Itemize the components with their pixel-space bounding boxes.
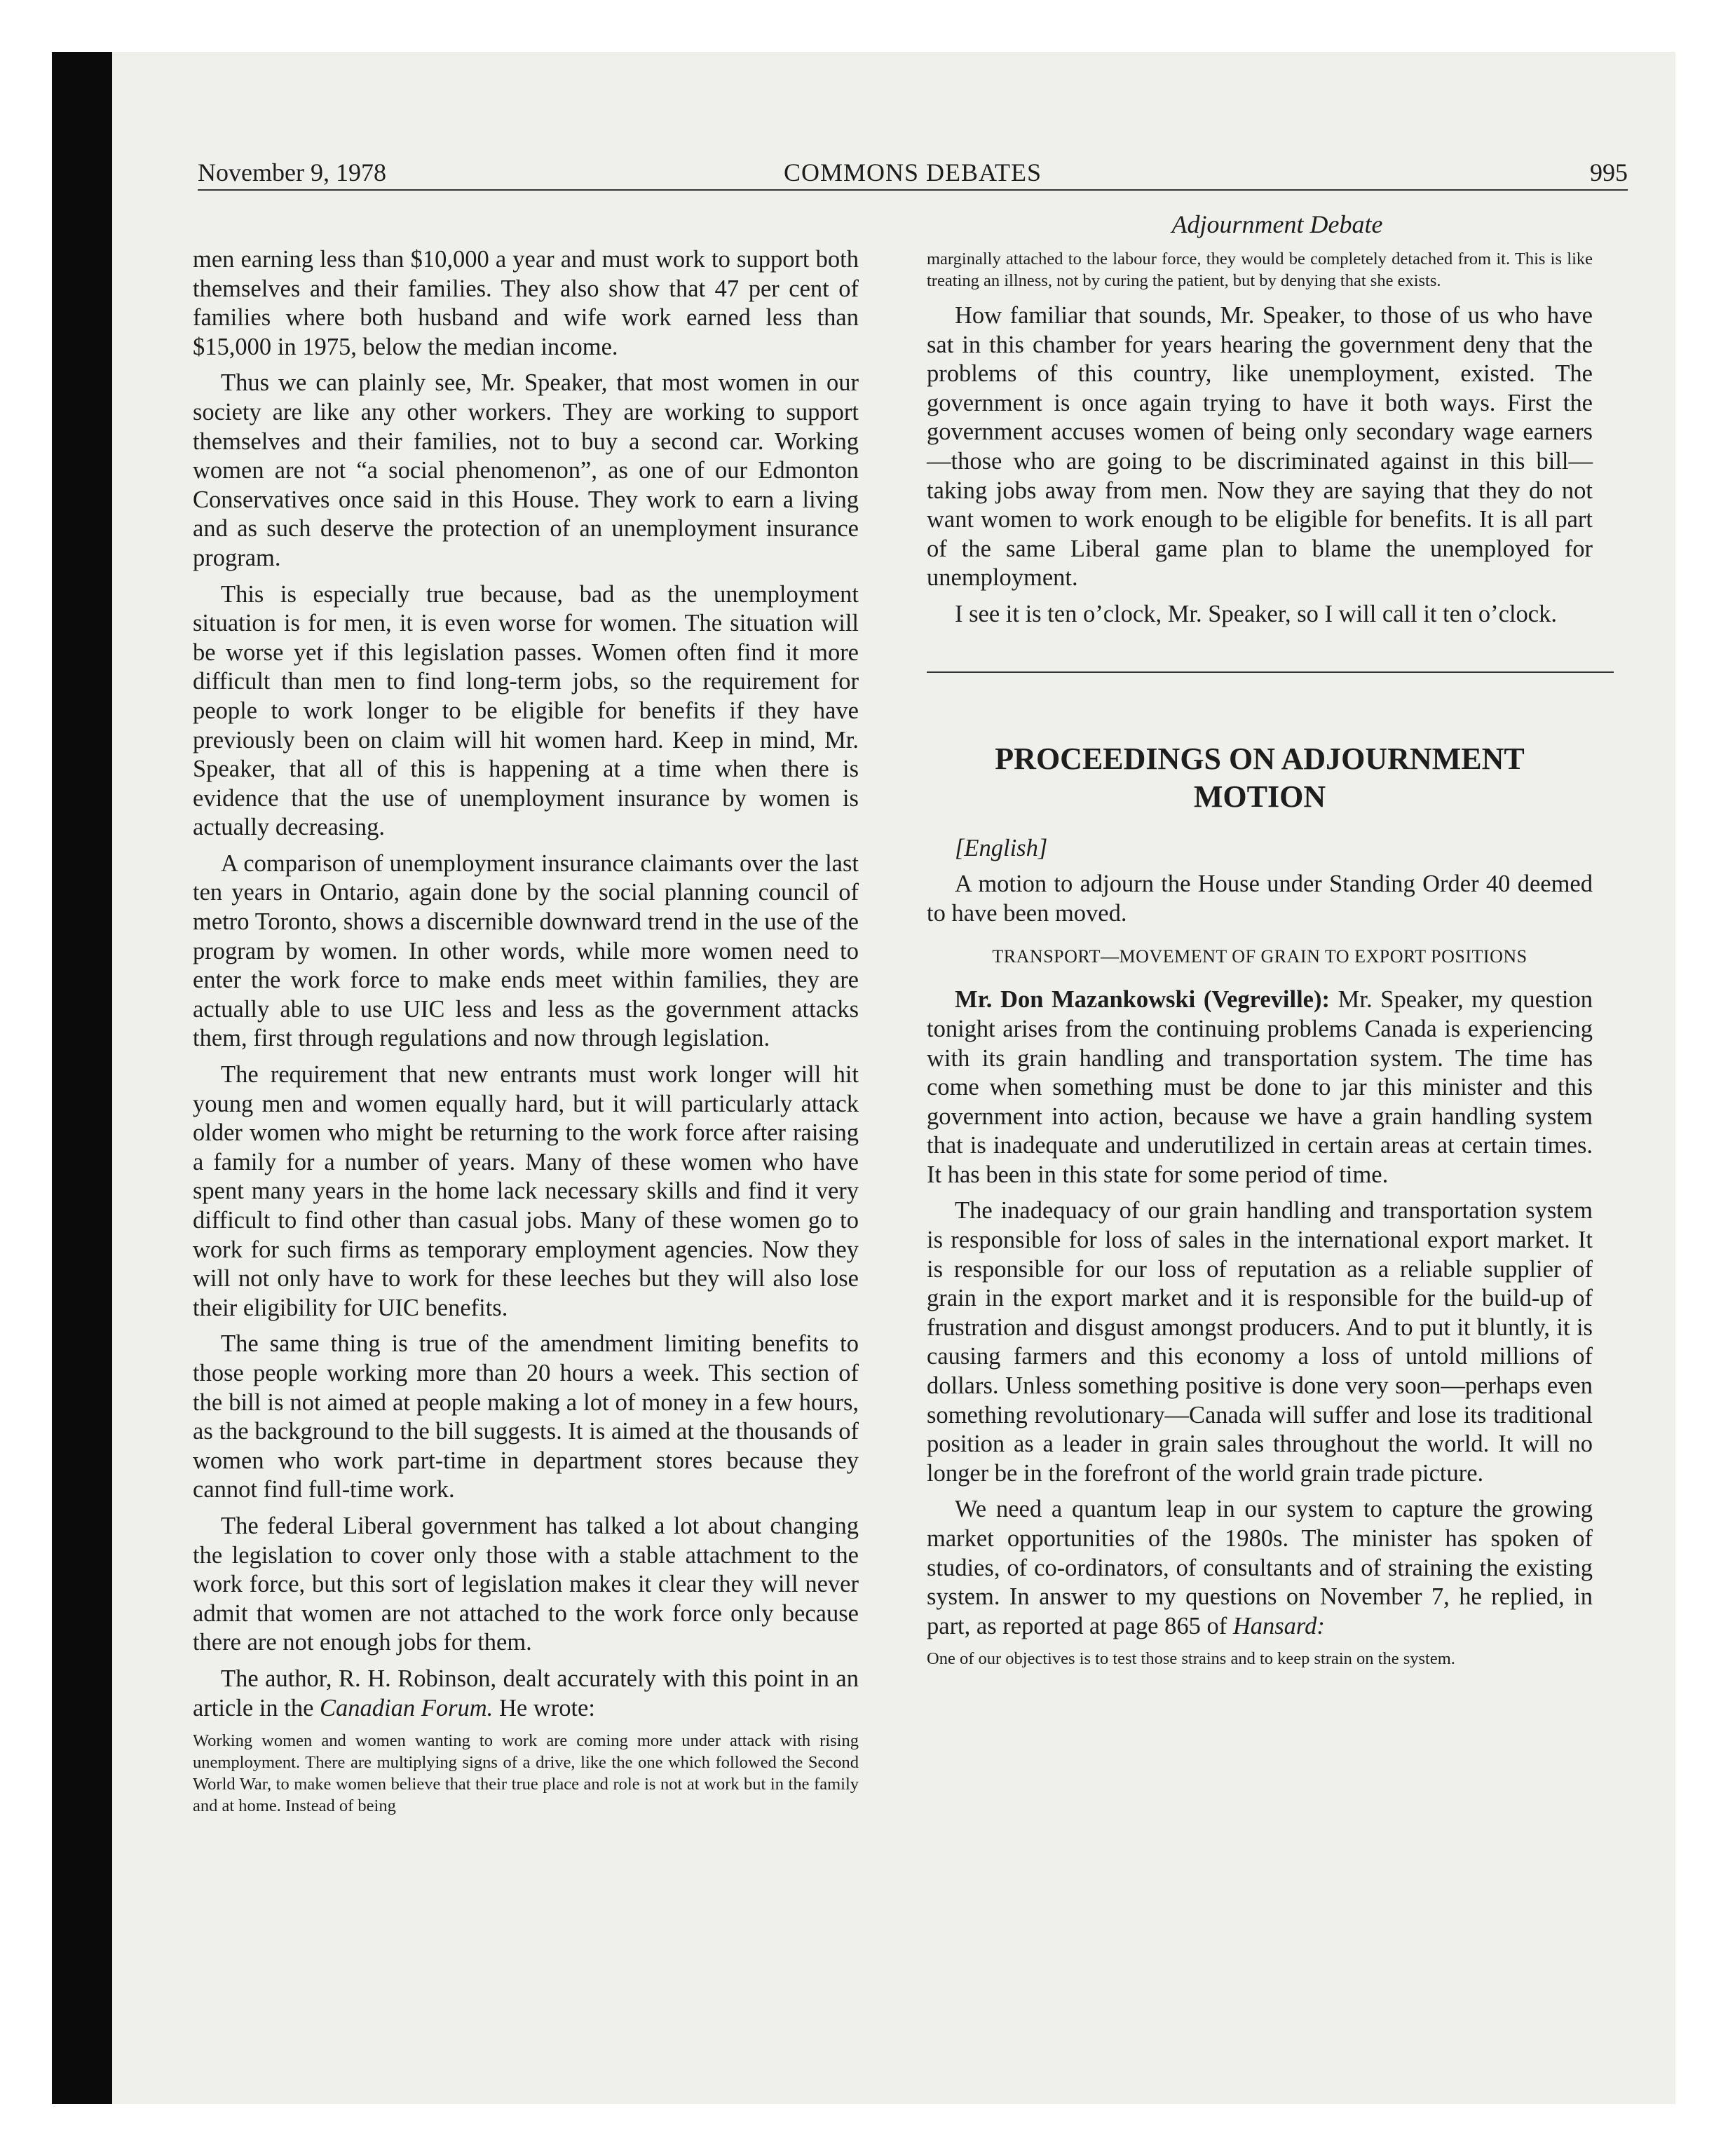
paragraph: The same thing is true of the amendment limiting benefits to those people working more than 20 hours a week. This section of the bill is not aimed at people making a lot of money in a few hours, as the background to the bill suggests. It is aimed at the thousands of women who work part-time in department stores because they cannot find full-time work. <box>193 1330 859 1503</box>
paragraph: I see it is ten o’clock, Mr. Speaker, so I will call it ten o’clock. <box>955 600 1557 627</box>
publication-title: Canadian Forum. <box>320 1694 494 1721</box>
paragraph: men earning less than $10,000 a year and must work to support both themselves and their families. They also show that 47 per cent of families where both husband and wife work earned less than $15,000 in 1975, below the median income. <box>193 246 859 360</box>
header-publication: COMMONS DEBATES <box>783 158 1042 186</box>
paragraph: The federal Liberal government has talked a lot about changing the legislation to cover only those with a stable attachment to the work force, but this sort of legislation makes it clear they will never admit that women are not attached to the work force only because there are not enough jobs for them. <box>193 1512 859 1656</box>
header-rule <box>198 189 1628 191</box>
block-quote: Working women and women wanting to work are coming more under attack with rising unemployment. There are multiplying signs of a drive, like the one which followed the Second World War, to make women believe that their true place and role is not at work but in the family and at home. Instead of being <box>193 1731 859 1816</box>
section-heading: Adjournment Debate <box>1171 210 1383 238</box>
left-column <box>193 245 859 1827</box>
paragraph-citation <box>193 1665 859 1723</box>
text-run: The author, R. H. Robinson, dealt accurately with this point in an article in the <box>193 1665 859 1721</box>
running-header <box>198 156 1628 189</box>
paragraph: The inadequacy of our grain handling and transportation system is responsible for loss of sales in the international export market. It is responsible for our loss of reputation as a reliable supplier of grain in the export market and it is responsible for the build-up of frustration and disgust amongst producers. And to put it bluntly, it is causing farmers and this economy a loss of untold millions of dollars. Unless something positive is done very soon—perhaps even something revolutionary—Canada will suffer and lose its traditional position as a leader in grain sales throughout the world. It will no longer be in the forefront of the world grain trade picture. <box>927 1197 1593 1487</box>
paragraph-citation <box>927 1495 1593 1641</box>
paragraph: How familiar that sounds, Mr. Speaker, to those of us who have sat in this chamber for years hearing the government deny that the problems of this country, like unemployment, existed. The government is once again trying to have it both ways. First the government accuses women of being only secondary wage earners—those who are going to be discriminated against in this bill—taking jobs away from men. Now they are saying that they do not want women to work enough to be eligible for benefits. It is all part of the same Liberal game plan to blame the unemployed for unemployment. <box>927 302 1593 592</box>
header-date: November 9, 1978 <box>198 158 386 186</box>
paragraph: The requirement that new entrants must work longer will hit young men and women equally hard, but it will particularly attack older women who might be returning to the work force after raising a family for a number of years. Many of these women who have spent many years in the home lack necessary skills and find it very difficult to find other than casual jobs. Many of these women go to work for such firms as temporary employment agencies. Now they will not only have to work for these leeches but they will also lose their eligibility for UIC benefits. <box>193 1061 859 1321</box>
block-quote: One of our objectives is to test those strains and to keep strain on the system. <box>927 1649 1455 1669</box>
debate-subheading: TRANSPORT—MOVEMENT OF GRAIN TO EXPORT POSITIONS <box>992 946 1528 967</box>
text-run: Mr. Speaker, my question tonight arises from the continuing problems Canada is experiencing with its grain handling and transportation system. The time has come when something must be done to jar this minister and this government into action, because we have a grain handling system that is inadequate and underutilized in certain areas at certain times. It has been in this state for some period of time. <box>927 986 1593 1188</box>
speech-paragraph <box>927 985 1593 1189</box>
language-tag: [English] <box>955 834 1048 861</box>
scan-shadow-edge <box>52 52 112 2104</box>
proceedings-title: PROCEEDINGS ON ADJOURNMENT MOTION <box>995 741 1525 814</box>
publication-title: Hansard: <box>1232 1612 1325 1639</box>
speaker-name: Mr. Don Mazankowski (Vegreville): <box>955 986 1330 1014</box>
section-divider <box>927 671 1614 673</box>
paragraph: A comparison of unemployment insurance claimants over the last ten years in Ontario, again done by the social planning council of metro Toronto, shows a discernible downward trend in the use of the program by women. In other words, while more women need to enter the work force to make ends meet within families, they are actually able to use UIC less and less as the government attacks them, first through regulations and now through legislation. <box>193 850 859 1052</box>
text-run: We need a quantum leap in our system to capture the growing market opportunities of the 1980s. The minister has spoken of studies, of co-ordinators, of consultants and of straining the existing system. In answer to my questions on November 7, he replied, in part, as reported at page 865 of <box>927 1496 1593 1639</box>
paragraph: This is especially true because, bad as the unemployment situation is for men, it is even worse for women. The situation will be worse yet if this legislation passes. Women often find it more difficult than men to find long-term jobs, so the requirement for people to work longer to be eligible for benefits if they have previously been on claim will hit women hard. Keep in mind, Mr. Speaker, that all of this is happening at a time when there is evidence that the use of unemployment insurance by women is actually decreasing. <box>193 580 859 841</box>
block-quote-continued: marginally attached to the labour force, they would be completely detached from it. This is like treating an illness, not by curing the patient, but by denying that she exists. <box>927 250 1593 290</box>
text-run: He wrote: <box>493 1694 595 1721</box>
right-column <box>927 248 1593 1679</box>
header-page-number: 995 <box>1590 158 1628 186</box>
paragraph: A motion to adjourn the House under Standing Order 40 deemed to have been moved. <box>927 871 1593 927</box>
paragraph: Thus we can plainly see, Mr. Speaker, that most women in our society are like any other workers. They are working to support themselves and their families, not to buy a second car. Working women are not “a social phenomenon”, as one of our Edmonton Conservatives once said in this House. They work to earn a living and as such deserve the protection of an unemployment insurance program. <box>193 369 859 571</box>
